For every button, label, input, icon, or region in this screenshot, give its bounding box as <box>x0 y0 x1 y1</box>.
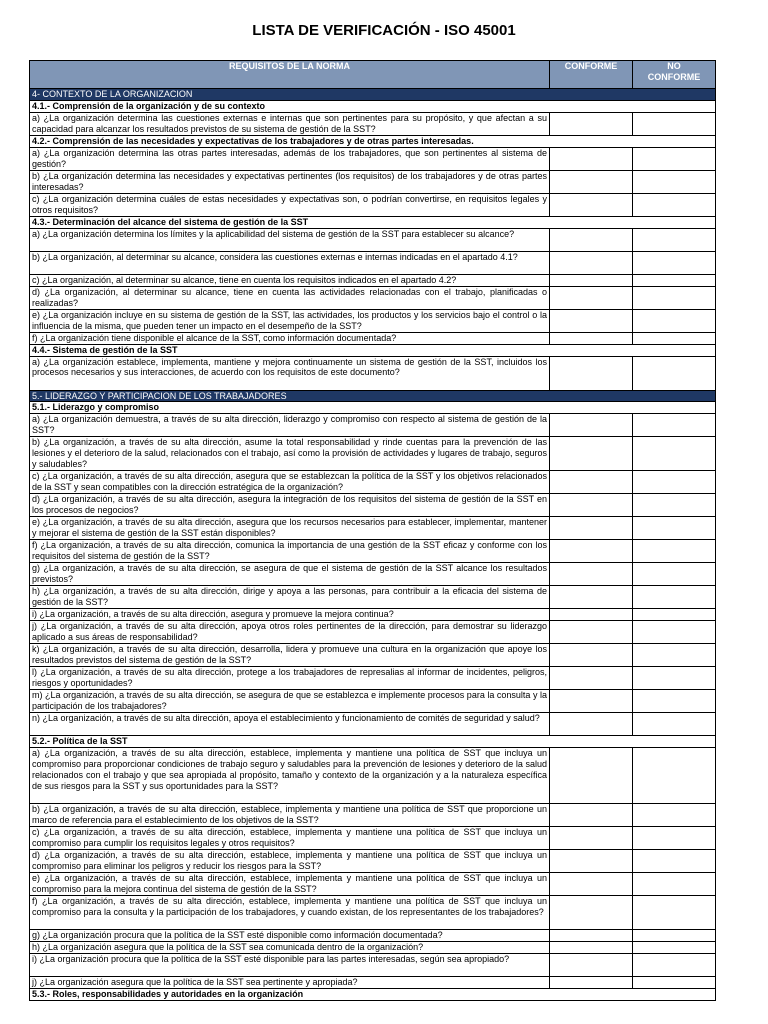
conforme-cell[interactable] <box>550 170 633 193</box>
no-conforme-cell[interactable] <box>633 827 716 850</box>
no-conforme-cell[interactable] <box>633 850 716 873</box>
conforme-cell[interactable] <box>550 896 633 930</box>
requirement-text: f) ¿La organización, a través de su alta dirección, comunica la importancia de una gestión de la SST eficaz y conforme con los requisitos del sistema de gestión de la SST? <box>30 540 550 563</box>
subsection-row <box>30 736 716 748</box>
conforme-cell[interactable] <box>550 609 633 621</box>
no-conforme-cell[interactable] <box>633 621 716 644</box>
conforme-cell[interactable] <box>550 309 633 332</box>
no-conforme-cell[interactable] <box>633 873 716 896</box>
no-conforme-cell[interactable] <box>633 309 716 332</box>
requirement-row <box>30 873 716 896</box>
requirement-text: i) ¿La organización procura que la política de la SST esté disponible para las partes interesadas, según sea apropiado? <box>30 954 550 977</box>
requirement-text: e) ¿La organización, a través de su alta dirección, asegura que los recursos necesarios para establecer, implementar, mantener y mejorar el sistema de gestión de la SST están disponibles? <box>30 517 550 540</box>
page-title: LISTA DE VERIFICACIÓN - ISO 45001 <box>252 22 516 39</box>
conforme-cell[interactable] <box>550 193 633 216</box>
requirement-text: h) ¿La organización asegura que la política de la SST sea comunicada dentro de la organización? <box>30 942 550 954</box>
no-conforme-cell[interactable] <box>633 977 716 989</box>
requirement-text: g) ¿La organización, a través de su alta dirección, se asegura de que el sistema de gestión de la SST alcance los resultados previstos? <box>30 563 550 586</box>
no-conforme-cell[interactable] <box>633 170 716 193</box>
no-conforme-cell[interactable] <box>633 251 716 274</box>
header-conforme: CONFORME <box>550 61 633 89</box>
requirement-text: i) ¿La organización, a través de su alta dirección, asegura y promueve la mejora continua? <box>30 609 550 621</box>
requirement-row <box>30 586 716 609</box>
requirement-text: k) ¿La organización, a través de su alta dirección, desarrolla, lidera y promueve una cultura en la organización que apoye los resultados previstos del sistema de gestión de la SST? <box>30 644 550 667</box>
requirement-text: d) ¿La organización, a través de su alta dirección, establece, implementa y mantiene una política de SST que incluya un compromiso para eliminar los peligros y reducir los riesgos para la SST? <box>30 850 550 873</box>
no-conforme-cell[interactable] <box>633 804 716 827</box>
checklist-table <box>29 60 716 1001</box>
requirement-text: h) ¿La organización, a través de su alta dirección, dirige y apoya a las personas, para contribuir a la eficacia del sistema de gestión de la SST? <box>30 586 550 609</box>
requirement-row <box>30 471 716 494</box>
requirement-row <box>30 274 716 286</box>
no-conforme-cell[interactable] <box>633 540 716 563</box>
conforme-cell[interactable] <box>550 667 633 690</box>
requirement-row <box>30 286 716 309</box>
requirement-text: e) ¿La organización incluye en su sistema de gestión de la SST, las actividades, los productos y los servicios bajo el control o la influencia de la misma, que pueden tener un impacto en el desempeño de la SST? <box>30 309 550 332</box>
header-no-conforme-line2: CONFORME <box>647 71 701 82</box>
no-conforme-cell[interactable] <box>633 748 716 804</box>
section-row <box>30 390 716 402</box>
no-conforme-cell[interactable] <box>633 193 716 216</box>
requirement-row <box>30 667 716 690</box>
subsection-title: 4.1.- Comprensión de la organización y de su contexto <box>30 100 716 112</box>
requirement-text: b) ¿La organización, a través de su alta dirección, establece, implementa y mantiene una política de SST que proporcione un marco de referencia para el establecimiento de los objetivos de la SST? <box>30 804 550 827</box>
conforme-cell[interactable] <box>550 690 633 713</box>
requirement-row <box>30 713 716 736</box>
conforme-cell[interactable] <box>550 274 633 286</box>
conforme-cell[interactable] <box>550 644 633 667</box>
subsection-row <box>30 989 716 1001</box>
requirement-row <box>30 930 716 942</box>
conforme-cell[interactable] <box>550 356 633 390</box>
requirement-row <box>30 414 716 437</box>
conforme-cell[interactable] <box>550 332 633 344</box>
requirement-row <box>30 251 716 274</box>
requirement-row <box>30 942 716 954</box>
header-no-conforme-line1: NO <box>667 61 681 71</box>
no-conforme-cell[interactable] <box>633 942 716 954</box>
no-conforme-cell[interactable] <box>633 609 716 621</box>
requirement-row <box>30 896 716 930</box>
requirement-row <box>30 621 716 644</box>
conforme-cell[interactable] <box>550 414 633 437</box>
conforme-cell[interactable] <box>550 942 633 954</box>
requirement-text: m) ¿La organización, a través de su alta dirección, se asegura de que se establezca e implemente procesos para la consulta y la participación de los trabajadores? <box>30 690 550 713</box>
no-conforme-cell[interactable] <box>633 644 716 667</box>
requirement-row <box>30 690 716 713</box>
section-title: 5.- LIDERAZGO Y PARTICIPACION DE LOS TRABAJADORES <box>30 390 716 402</box>
requirement-text: d) ¿La organización, a través de su alta dirección, asegura la integración de los requisitos del sistema de gestión de la SST en los procesos de negocios? <box>30 494 550 517</box>
requirement-text: d) ¿La organización, al determinar su alcance, tiene en cuenta las actividades relacionadas con el trabajo, planificadas o realizadas? <box>30 286 550 309</box>
no-conforme-cell[interactable] <box>633 954 716 977</box>
requirement-row <box>30 954 716 977</box>
requirement-row <box>30 228 716 251</box>
no-conforme-cell[interactable] <box>633 563 716 586</box>
no-conforme-cell[interactable] <box>633 896 716 930</box>
requirement-row <box>30 804 716 827</box>
conforme-cell[interactable] <box>550 494 633 517</box>
conforme-cell[interactable] <box>550 147 633 170</box>
conforme-cell[interactable] <box>550 540 633 563</box>
requirement-row <box>30 827 716 850</box>
no-conforme-cell[interactable] <box>633 332 716 344</box>
subsection-row <box>30 216 716 228</box>
requirement-text: e) ¿La organización, a través de su alta dirección, establece, implementa y mantiene una política de SST que incluya un compromiso para la mejora continua del sistema de gestión de la SST? <box>30 873 550 896</box>
table-header-row <box>30 61 716 89</box>
conforme-cell[interactable] <box>550 563 633 586</box>
requirement-text: l) ¿La organización, a través de su alta dirección, protege a los trabajadores de represalias al informar de incidentes, peligros, riesgos y oportunidades? <box>30 667 550 690</box>
conforme-cell[interactable] <box>550 930 633 942</box>
subsection-row <box>30 100 716 112</box>
conforme-cell[interactable] <box>550 873 633 896</box>
requirement-text: a) ¿La organización determina las otras partes interesadas, además de los trabajadores, que son pertinentes al sistema de gestión? <box>30 147 550 170</box>
section-title: 4- CONTEXTO DE LA ORGANIZACION <box>30 89 716 101</box>
no-conforme-cell[interactable] <box>633 713 716 736</box>
conforme-cell[interactable] <box>550 850 633 873</box>
requirement-row <box>30 850 716 873</box>
requirement-text: a) ¿La organización demuestra, a través de su alta dirección, liderazgo y compromiso con respecto al sistema de gestión de la SST? <box>30 414 550 437</box>
header-no-conforme <box>633 61 716 89</box>
no-conforme-cell[interactable] <box>633 586 716 609</box>
requirement-row <box>30 147 716 170</box>
subsection-row <box>30 402 716 414</box>
checklist-body <box>30 89 716 1001</box>
requirement-text: a) ¿La organización determina los límites y la aplicabilidad del sistema de gestión de la SST para establecer su alcance? <box>30 228 550 251</box>
requirement-row <box>30 517 716 540</box>
conforme-cell[interactable] <box>550 748 633 804</box>
requirement-text: b) ¿La organización, a través de su alta dirección, asume la total responsabilidad y rinde cuentas para la prevención de las lesiones y el deterioro de la salud, relacionados con el trabajo, así como la provisión de actividades y lugares de trabajo, seguros y saludables? <box>30 437 550 471</box>
header-requisitos: REQUISITOS DE LA NORMA <box>30 61 550 89</box>
conforme-cell[interactable] <box>550 804 633 827</box>
conforme-cell[interactable] <box>550 471 633 494</box>
requirement-row <box>30 540 716 563</box>
requirement-row <box>30 644 716 667</box>
requirement-text: f) ¿La organización, a través de su alta dirección, establece, implementa y mantiene una política de SST que incluya un compromiso para la consulta y la participación de los trabajadores, y cuando existan, de los representantes de los trabajadores? <box>30 896 550 930</box>
requirement-text: g) ¿La organización procura que la política de la SST esté disponible como información documentada? <box>30 930 550 942</box>
subsection-row <box>30 344 716 356</box>
conforme-cell[interactable] <box>550 437 633 471</box>
requirement-row <box>30 748 716 804</box>
requirement-row <box>30 609 716 621</box>
no-conforme-cell[interactable] <box>633 228 716 251</box>
requirement-text: a) ¿La organización determina las cuestiones externas e internas que son pertinentes para su propósito, y que afectan a su capacidad para alcanzar los resultados previstos de su sistema de gestión de la SST? <box>30 112 550 135</box>
requirement-row <box>30 332 716 344</box>
conforme-cell[interactable] <box>550 621 633 644</box>
subsection-title: 5.2.- Política de la SST <box>30 736 716 748</box>
requirement-row <box>30 356 716 390</box>
conforme-cell[interactable] <box>550 517 633 540</box>
requirement-text: c) ¿La organización, a través de su alta dirección, establece, implementa y mantiene una política de SST que incluya un compromiso para cumplir los requisitos legales y otros requisitos? <box>30 827 550 850</box>
no-conforme-cell[interactable] <box>633 667 716 690</box>
requirement-text: f) ¿La organización tiene disponible el alcance de la SST, como información documentada? <box>30 332 550 344</box>
conforme-cell[interactable] <box>550 827 633 850</box>
subsection-title: 5.3.- Roles, responsabilidades y autoridades en la organización <box>30 989 716 1001</box>
no-conforme-cell[interactable] <box>633 437 716 471</box>
requirement-text: b) ¿La organización, al determinar su alcance, considera las cuestiones externas e internas indicadas en el apartado 4.1? <box>30 251 550 274</box>
subsection-row <box>30 135 716 147</box>
requirement-text: a) ¿La organización establece, implementa, mantiene y mejora continuamente un sistema de gestión de la SST, incluidos los procesos necesarios y sus interacciones, de acuerdo con los requisitos de este documento? <box>30 356 550 390</box>
conforme-cell[interactable] <box>550 112 633 135</box>
no-conforme-cell[interactable] <box>633 690 716 713</box>
requirement-text: n) ¿La organización, a través de su alta dirección, apoya el establecimiento y funcionamiento de comités de seguridad y salud? <box>30 713 550 736</box>
no-conforme-cell[interactable] <box>633 286 716 309</box>
conforme-cell[interactable] <box>550 954 633 977</box>
requirement-row <box>30 112 716 135</box>
no-conforme-cell[interactable] <box>633 274 716 286</box>
requirement-row <box>30 170 716 193</box>
no-conforme-cell[interactable] <box>633 494 716 517</box>
no-conforme-cell[interactable] <box>633 147 716 170</box>
subsection-title: 4.3.- Determinación del alcance del sistema de gestión de la SST <box>30 216 716 228</box>
requirement-text: c) ¿La organización, a través de su alta dirección, asegura que se establezcan la política de la SST y los objetivos relacionados de la SST y sean compatibles con la dirección estratégica de la organización? <box>30 471 550 494</box>
conforme-cell[interactable] <box>550 586 633 609</box>
section-row <box>30 89 716 101</box>
no-conforme-cell[interactable] <box>633 414 716 437</box>
requirement-row <box>30 977 716 989</box>
conforme-cell[interactable] <box>550 713 633 736</box>
no-conforme-cell[interactable] <box>633 517 716 540</box>
conforme-cell[interactable] <box>550 228 633 251</box>
requirement-row <box>30 563 716 586</box>
conforme-cell[interactable] <box>550 977 633 989</box>
requirement-row <box>30 494 716 517</box>
subsection-title: 4.4.- Sistema de gestión de la SST <box>30 344 716 356</box>
requirement-text: c) ¿La organización determina cuáles de estas necesidades y expectativas son, o podrían convertirse, en requisitos legales y otros requisitos? <box>30 193 550 216</box>
subsection-title: 5.1.- Liderazgo y compromiso <box>30 402 716 414</box>
conforme-cell[interactable] <box>550 251 633 274</box>
requirement-text: j) ¿La organización asegura que la política de la SST sea pertinente y apropiada? <box>30 977 550 989</box>
no-conforme-cell[interactable] <box>633 356 716 390</box>
no-conforme-cell[interactable] <box>633 471 716 494</box>
requirement-text: b) ¿La organización determina las necesidades y expectativas pertinentes (los requisitos) de los trabajadores y de otras partes interesadas? <box>30 170 550 193</box>
no-conforme-cell[interactable] <box>633 112 716 135</box>
requirement-text: j) ¿La organización, a través de su alta dirección, apoya otros roles pertinentes de la dirección, para demostrar su liderazgo aplicado a sus áreas de responsabilidad? <box>30 621 550 644</box>
requirement-text: c) ¿La organización, al determinar su alcance, tiene en cuenta los requisitos indicados en el apartado 4.2? <box>30 274 550 286</box>
requirement-text: a) ¿La organización, a través de su alta dirección, establece, implementa y mantiene una política de SST que incluya un compromiso para proporcionar condiciones de trabajo seguro y saludables para la prevención de lesiones y deterioro de la salud relacionados con el trabajo y que sea apropiada al propósito, tamaño y contexto de la organización y a la naturaleza específica de sus riesgos para la SST y sus oportunidades para la SST? <box>30 748 550 804</box>
requirement-row <box>30 437 716 471</box>
no-conforme-cell[interactable] <box>633 930 716 942</box>
requirement-row <box>30 193 716 216</box>
conforme-cell[interactable] <box>550 286 633 309</box>
subsection-title: 4.2.- Comprensión de las necesidades y expectativas de los trabajadores y de otras partes interesadas. <box>30 135 716 147</box>
requirement-row <box>30 309 716 332</box>
